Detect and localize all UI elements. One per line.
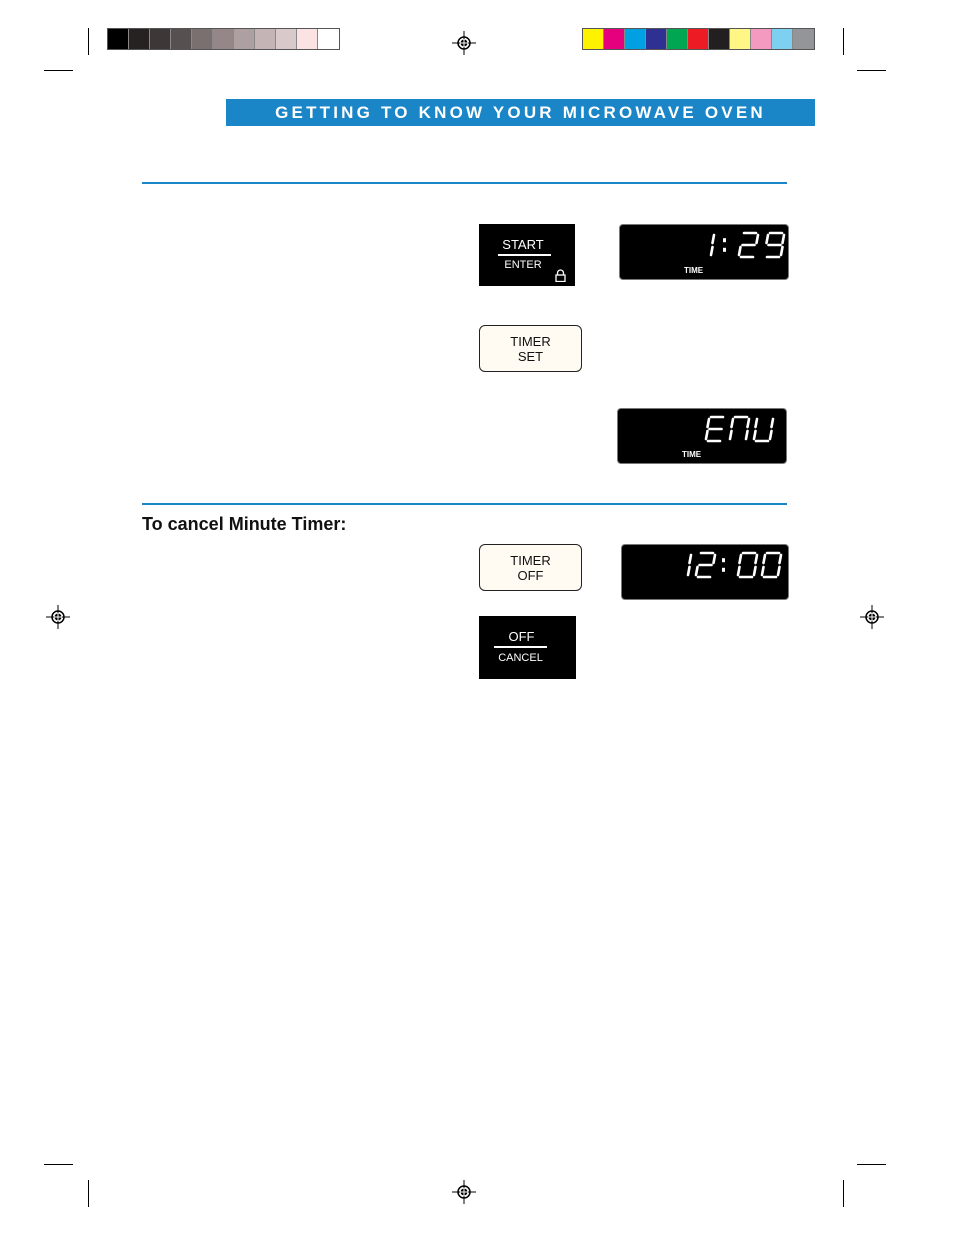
color-swatch bbox=[751, 29, 772, 49]
color-swatch bbox=[276, 29, 297, 49]
color-calibration-bar bbox=[582, 28, 815, 50]
lcd-segment bbox=[756, 555, 758, 563]
crop-mark bbox=[843, 1180, 844, 1207]
registration-mark-icon bbox=[860, 605, 884, 629]
color-swatch bbox=[108, 29, 129, 49]
color-swatch bbox=[213, 29, 234, 49]
lcd-segment bbox=[754, 567, 756, 575]
color-swatch bbox=[604, 29, 625, 49]
lcd-segment bbox=[762, 567, 764, 575]
colon-dot bbox=[723, 248, 726, 252]
off-key-label: OFF bbox=[517, 567, 544, 583]
timer-key-label: TIMER bbox=[510, 333, 551, 349]
lcd-segment bbox=[780, 555, 782, 563]
lcd-segment bbox=[696, 567, 698, 575]
key-separator bbox=[498, 254, 551, 256]
color-swatch bbox=[192, 29, 213, 49]
crop-mark bbox=[44, 1164, 73, 1165]
lcd-segment bbox=[730, 431, 732, 439]
lcd-segment bbox=[739, 247, 741, 255]
color-swatch bbox=[297, 29, 318, 49]
lcd-segment bbox=[767, 235, 769, 243]
gray-calibration-bar bbox=[107, 28, 340, 50]
color-swatch bbox=[129, 29, 150, 49]
time-indicator: TIME bbox=[684, 266, 704, 275]
color-swatch bbox=[234, 29, 255, 49]
registration-mark-icon bbox=[46, 605, 70, 629]
lcd-segment bbox=[690, 555, 692, 563]
color-swatch bbox=[318, 29, 339, 49]
page-header-banner bbox=[226, 99, 815, 126]
lcd-segment bbox=[708, 419, 710, 427]
color-swatch bbox=[667, 29, 688, 49]
lcd-segment bbox=[746, 431, 748, 439]
colon-dot bbox=[722, 558, 725, 562]
time-indicator: TIME bbox=[682, 450, 702, 459]
clock-display bbox=[621, 544, 789, 600]
crop-mark bbox=[857, 1164, 886, 1165]
lcd-segment bbox=[770, 431, 772, 439]
off-key-label: OFF bbox=[508, 629, 535, 644]
lcd-segment bbox=[711, 247, 713, 255]
color-swatch bbox=[255, 29, 276, 49]
timer-key-label: TIMER bbox=[510, 552, 551, 568]
off-cancel-key bbox=[479, 616, 576, 679]
page-title: GETTING TO KNOW YOUR MICROWAVE OVEN bbox=[275, 102, 766, 122]
crop-mark bbox=[857, 70, 886, 71]
color-swatch bbox=[688, 29, 709, 49]
lcd-segment bbox=[738, 567, 740, 575]
lcd-segment bbox=[706, 431, 708, 439]
lcd-segment bbox=[764, 555, 766, 563]
color-swatch bbox=[171, 29, 192, 49]
colon-dot bbox=[722, 568, 725, 572]
crop-mark bbox=[88, 1180, 89, 1207]
cancel-key-label: CANCEL bbox=[498, 652, 543, 664]
key-separator bbox=[494, 646, 547, 648]
timer-set-key bbox=[479, 325, 582, 372]
registration-mark-icon bbox=[452, 31, 476, 55]
color-swatch bbox=[583, 29, 604, 49]
lcd-segment bbox=[783, 235, 785, 243]
countdown-display bbox=[619, 224, 789, 280]
timer-off-key bbox=[479, 544, 582, 591]
registration-mark-icon bbox=[452, 1180, 476, 1204]
lcd-segment bbox=[778, 567, 780, 575]
lcd-segment bbox=[781, 247, 783, 255]
color-swatch bbox=[793, 29, 814, 49]
lcd-segment bbox=[740, 555, 742, 563]
lcd-segment bbox=[713, 235, 715, 243]
color-swatch bbox=[772, 29, 793, 49]
crop-mark bbox=[843, 28, 844, 55]
lcd-segment bbox=[714, 555, 716, 563]
start-key-label: START bbox=[502, 237, 544, 252]
set-key-label: SET bbox=[517, 348, 544, 364]
lock-icon bbox=[555, 269, 566, 282]
lcd-segment bbox=[772, 419, 774, 427]
section-divider bbox=[142, 182, 787, 184]
color-swatch bbox=[625, 29, 646, 49]
color-swatch bbox=[646, 29, 667, 49]
lcd-segment bbox=[732, 419, 734, 427]
lcd-segment bbox=[748, 419, 750, 427]
lcd-segment bbox=[757, 235, 759, 243]
end-display bbox=[617, 408, 787, 464]
cancel-timer-heading: To cancel Minute Timer: bbox=[142, 514, 347, 534]
section-divider bbox=[142, 503, 787, 505]
color-swatch bbox=[150, 29, 171, 49]
lcd-segment bbox=[688, 567, 690, 575]
crop-mark bbox=[88, 28, 89, 55]
lcd-segment bbox=[756, 419, 758, 427]
color-swatch bbox=[709, 29, 730, 49]
crop-mark bbox=[44, 70, 73, 71]
color-swatch bbox=[730, 29, 751, 49]
start-enter-key bbox=[479, 224, 575, 286]
enter-key-label: ENTER bbox=[504, 259, 542, 271]
lcd-segment bbox=[754, 431, 756, 439]
colon-dot bbox=[723, 238, 726, 242]
